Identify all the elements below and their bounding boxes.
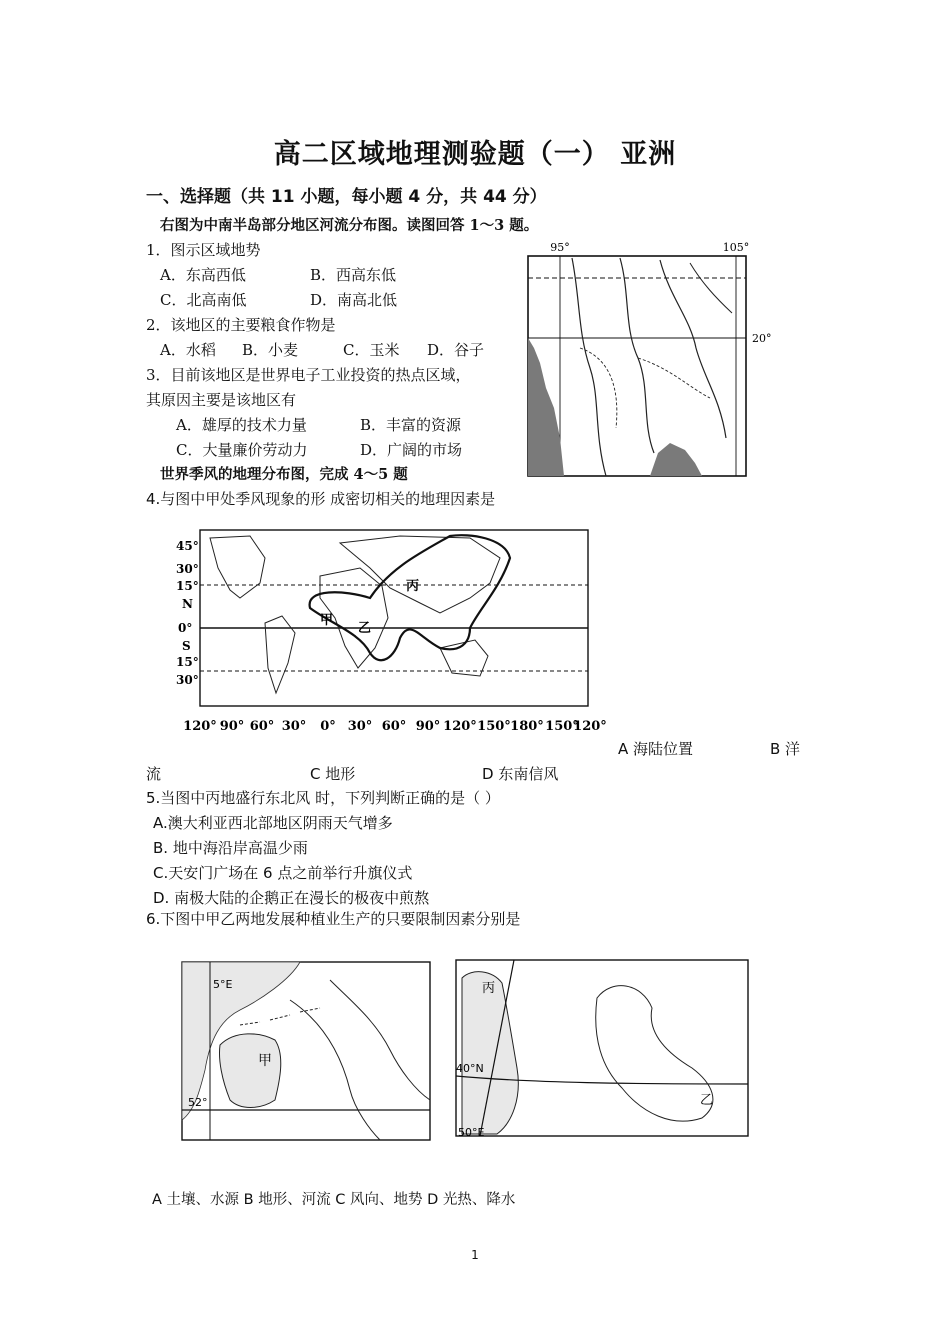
q2-option-b: B．小麦	[242, 341, 299, 359]
indochina-river-map	[520, 238, 782, 480]
lat-label: 15°	[176, 655, 199, 669]
q5-stem: 5.当图中丙地盛行东北风 时，下列判断正确的是（ ）	[146, 789, 500, 807]
q4-option-c: C 地形	[310, 765, 356, 783]
lat-label: 0°	[178, 621, 193, 635]
lat-label: 30°	[176, 562, 199, 576]
q4-option-a: A 海陆位置	[618, 740, 694, 758]
q1-option-c: C．北高南低	[160, 291, 247, 309]
q3-option-c: C．大量廉价劳动力	[176, 441, 308, 459]
lon-label: 120°	[443, 719, 477, 734]
label-lon-95: 95°	[550, 241, 570, 254]
q3-stem-line2: 其原因主要是该地区有	[146, 391, 297, 409]
q2-option-c: C．玉米	[343, 341, 400, 359]
q2-stem: 2．该地区的主要粮食作物是	[146, 316, 336, 334]
lon-label: 0°	[320, 719, 336, 734]
lon-label: 180°	[510, 719, 544, 734]
q1-option-a: A．东高西低	[160, 266, 246, 284]
q3-option-d: D．广阔的市场	[360, 441, 463, 459]
q4-option-b-cont: 流	[146, 765, 162, 783]
lon-label: 150°	[477, 719, 511, 734]
q1-stem: 1．图示区域地势	[146, 241, 261, 259]
world-monsoon-map	[170, 528, 607, 738]
q5-option-c: C.天安门广场在 6 点之前举行升旗仪式	[153, 864, 413, 882]
map-jia-region	[180, 960, 434, 1144]
q6-stem: 6.下图中甲乙两地发展种植业生产的只要限制因素分别是	[146, 910, 521, 928]
q4-stem: 4.与图中甲处季风现象的形 成密切相关的地理因素是	[146, 490, 496, 508]
lat-label: 15°	[176, 579, 199, 593]
lat-label: 45°	[176, 539, 199, 553]
lon-label: 90°	[415, 719, 441, 734]
q1-option-d: D．南高北低	[310, 291, 398, 309]
map-yi-region	[452, 958, 750, 1140]
label-lon: 50°E	[458, 1126, 485, 1139]
label-bing: 丙	[482, 981, 496, 996]
label-lat: 52°	[188, 1096, 208, 1109]
lon-label: 60°	[249, 719, 275, 734]
q2-option-a: A．水稻	[160, 341, 216, 359]
lon-label: 60°	[381, 719, 407, 734]
q1-option-b: B．西高东低	[310, 266, 397, 284]
lon-label: 120°	[183, 719, 217, 734]
q2-option-d: D．谷子	[427, 341, 485, 359]
lon-label: 150°	[545, 719, 579, 734]
label-jia: 甲	[320, 613, 334, 628]
q5-option-b: B. 地中海沿岸高温少雨	[153, 839, 308, 857]
q6-options: A 土壤、水源 B 地形、河流 C 风向、地势 D 光热、降水	[152, 1192, 516, 1208]
intro-q1-3: 右图为中南半岛部分地区河流分布图。读图回答 1～3 题。	[160, 217, 539, 234]
lon-label: 90°	[219, 719, 245, 734]
q3-stem-line1: 3．目前该地区是世界电子工业投资的热点区域，	[146, 366, 471, 384]
q3-option-a: A．雄厚的技术力量	[176, 416, 307, 434]
lat-label: 30°	[176, 673, 199, 687]
page-number: 1	[471, 1248, 479, 1262]
lat-label: S	[182, 639, 191, 653]
label-yi: 乙	[700, 1093, 714, 1108]
q3-option-b: B．丰富的资源	[360, 416, 462, 434]
label-lon: 5°E	[213, 978, 233, 991]
map-frame	[200, 530, 588, 706]
label-lat: 40°N	[456, 1062, 484, 1075]
label-lon-105: 105°	[722, 241, 750, 254]
section-heading: 一、选择题（共 11 小题，每小题 4 分，共 44 分）	[146, 187, 547, 207]
label-yi: 乙	[358, 621, 372, 636]
page-title: 高二区域地理测验题（一） 亚洲	[273, 139, 677, 170]
label-bing: 丙	[406, 579, 420, 594]
q5-option-d: D. 南极大陆的企鹅正在漫长的极夜中煎熬	[153, 889, 430, 907]
q4-option-d: D 东南信风	[482, 765, 559, 783]
lon-label: 30°	[347, 719, 373, 734]
q5-option-a: A.澳大利亚西北部地区阴雨天气增多	[153, 814, 393, 832]
lon-label: 30°	[281, 719, 307, 734]
label-lat-20: 20°	[752, 332, 772, 345]
lon-label: 120°	[573, 719, 607, 734]
intro-q4-5: 世界季风的地理分布图，完成 4～5 题	[160, 466, 408, 483]
polder-area	[219, 1034, 280, 1108]
map-frame	[528, 256, 746, 476]
q4-option-b: B 洋	[770, 740, 801, 758]
lat-label: N	[182, 597, 193, 611]
label-jia: 甲	[258, 1053, 272, 1069]
